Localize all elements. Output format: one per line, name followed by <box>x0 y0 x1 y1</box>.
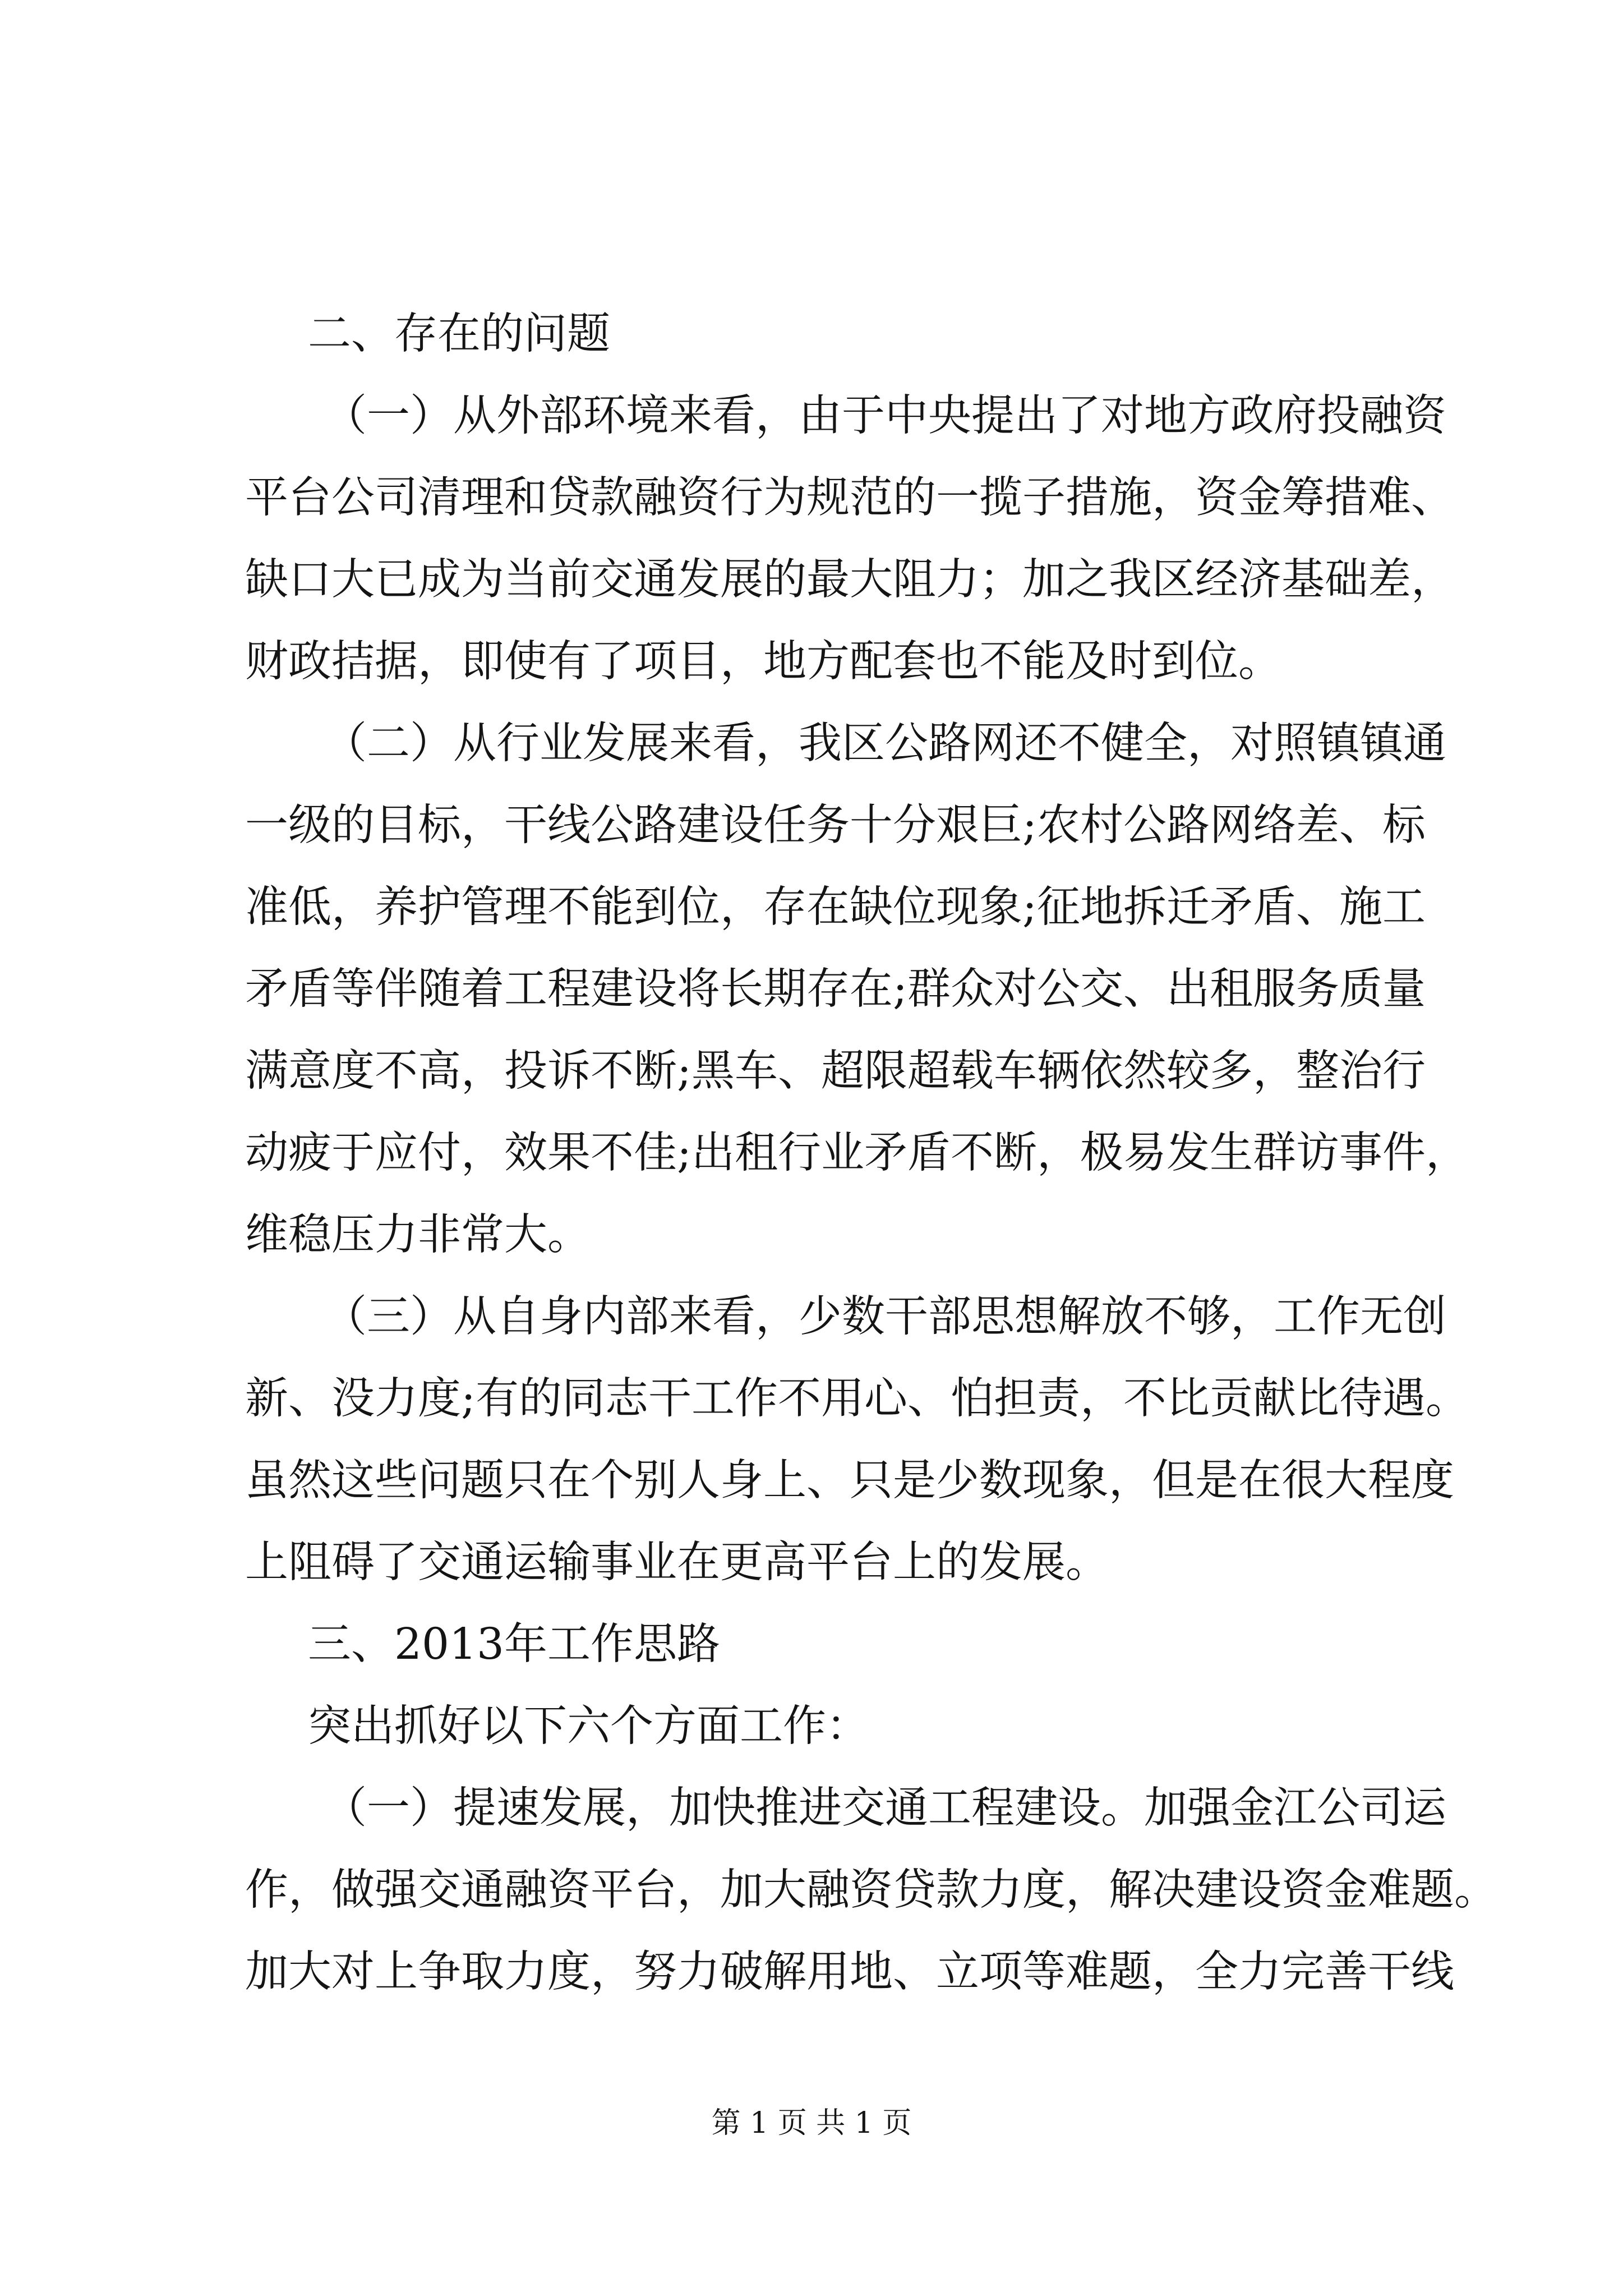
paragraph-line: 突出抓好以下六个方面工作： <box>308 1701 869 1751</box>
paragraph-line: 满意度不高，投诉不断;黑车、超限超载车辆依然较多，整治行 <box>245 1046 1426 1096</box>
paragraph-line: 财政拮据，即使有了项目，地方配套也不能及时到位。 <box>245 637 1281 687</box>
paragraph-line: 平台公司清理和贷款融资行为规范的一揽子措施，资金筹措难、 <box>245 473 1454 523</box>
paragraph-line: 新、没力度;有的同志干工作不用心、怕担责，不比贡献比待遇。 <box>245 1374 1469 1424</box>
paragraph-line: 一级的目标，干线公路建设任务十分艰巨;农村公路网络差、标 <box>245 800 1426 850</box>
page-footer: 第 1 页 共 1 页 <box>711 2106 912 2140</box>
paragraph-line: 动疲于应付，效果不佳;出租行业矛盾不断，极易发生群访事件， <box>245 1128 1469 1178</box>
paragraph-line: （一）提速发展，加快推进交通工程建设。加强金江公司运 <box>324 1783 1446 1833</box>
paragraph-line: 作，做强交通融资平台，加大融资贷款力度，解决建设资金难题。 <box>245 1865 1497 1915</box>
paragraph-line: （三）从自身内部来看，少数干部思想解放不够，工作无创 <box>324 1292 1446 1342</box>
paragraph-line: 虽然这些问题只在个别人身上、只是少数现象，但是在很大程度 <box>245 1456 1454 1506</box>
paragraph-line: 上阻碍了交通运输事业在更高平台上的发展。 <box>245 1538 1109 1588</box>
section-heading-problems: 二、存在的问题 <box>308 309 610 359</box>
paragraph-line: （一）从外部环境来看，由于中央提出了对地方政府投融资 <box>324 391 1446 441</box>
paragraph-line: 加大对上争取力度，努力破解用地、立项等难题，全力完善干线 <box>245 1947 1454 1997</box>
paragraph-line: 缺口大已成为当前交通发展的最大阻力；加之我区经济基础差， <box>245 555 1454 605</box>
section-heading-2013-plan: 三、2013年工作思路 <box>308 1619 720 1669</box>
paragraph-line: 维稳压力非常大。 <box>245 1210 591 1260</box>
paragraph-line: 矛盾等伴随着工程建设将长期存在;群众对公交、出租服务质量 <box>245 964 1426 1014</box>
paragraph-line: 准低，养护管理不能到位，存在缺位现象;征地拆迁矛盾、施工 <box>245 882 1426 932</box>
paragraph-line: （二）从行业发展来看，我区公路网还不健全，对照镇镇通 <box>324 719 1446 769</box>
